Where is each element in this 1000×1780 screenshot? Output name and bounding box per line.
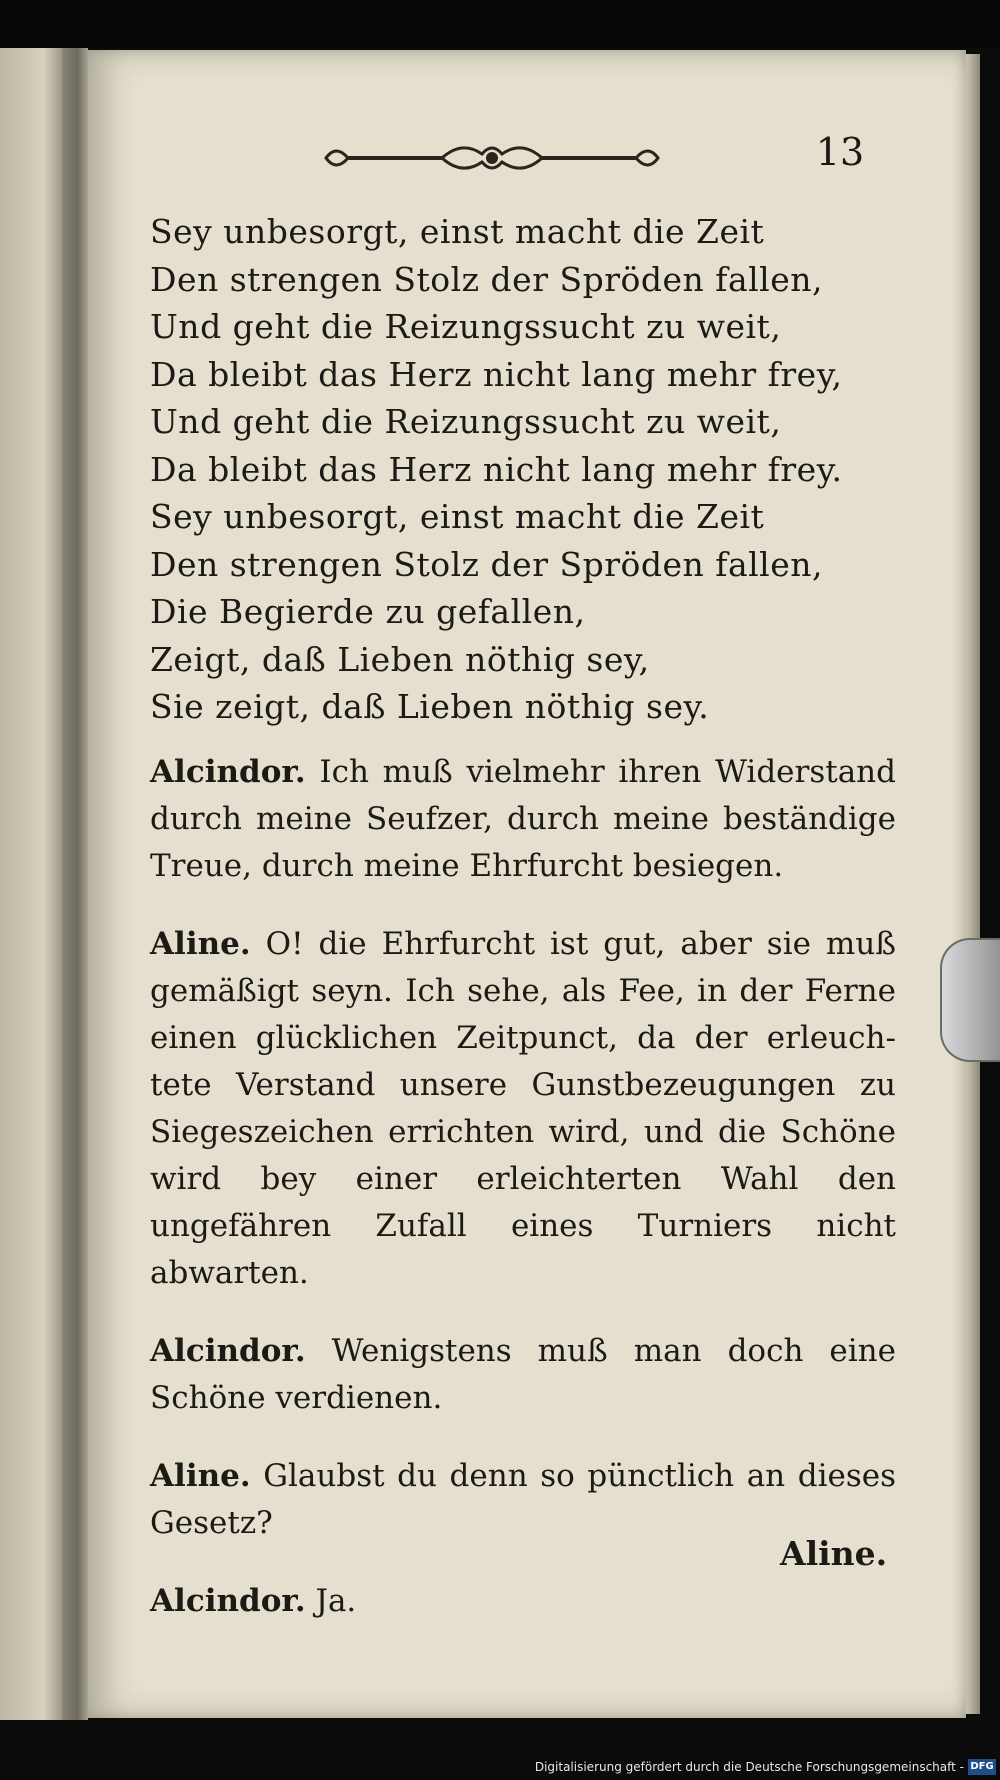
catchword: Aline.	[780, 1534, 888, 1573]
verse-line: Die Begierde zu gefallen,	[150, 592, 586, 631]
speaker-name: Alcindor.	[150, 1582, 306, 1619]
dialogue-paragraph	[150, 1453, 910, 1547]
verse-line: Zeigt, daß Lieben nöthig sey,	[150, 639, 650, 679]
verse-line: Sie zeigt, daß Lieben nöthig sey.	[150, 687, 710, 726]
dialogue-text: Glaubst du denn so pünctlich an dieses Gesetz?	[150, 1457, 896, 1541]
speaker-name: Aline.	[150, 925, 251, 962]
page-text	[150, 208, 910, 1656]
verse-line: Den strengen Stolz der Spröden fallen,	[150, 259, 824, 299]
verse-line: Da bleibt das Herz nicht lang mehr frey,	[150, 354, 843, 394]
verse-line: Und geht die Reizungssucht zu weit,	[150, 402, 782, 441]
speaker-name: Aline.	[150, 1457, 251, 1494]
footer-bar	[0, 1756, 1000, 1780]
dialogue-paragraph	[150, 749, 910, 890]
verse-line: Und geht die Reizungssucht zu weit,	[150, 307, 782, 346]
ornament-icon	[322, 136, 662, 180]
verse-line: Den strengen Stolz der Spröden fallen,	[150, 544, 824, 584]
dialogue-text: Ich muß vielmehr ihren Widerstand durch meine Seufzer, durch meine beständige Treue, durch meine Ehrfurcht besiegen.	[150, 753, 896, 884]
verse-line: Sey unbesorgt, einst macht die Zeit	[150, 497, 765, 536]
dialogue-text: O! die Ehrfurcht ist gut, aber sie muß gemäßigt seyn. Ich sehe, als Fee, in der Ferne einen glücklichen Zeitpunct, da der erleuchtete Verstand unsere Gunstbezeugungen zu Siegeszeichen errichten wird, und die Schöne wird bey einer erleichterten Wahl den ungefähren Zufall eines Turniers nicht abwarten.	[150, 925, 897, 1291]
digitization-credit: Digitalisierung gefördert durch die Deutsche Forschungsgemeinschaft -	[534, 1760, 964, 1774]
speaker-name: Alcindor.	[150, 1332, 306, 1369]
dialogue-paragraph	[150, 1328, 910, 1422]
verse-line: Sey unbesorgt, einst macht die Zeit	[150, 212, 765, 251]
previous-page-edge	[0, 48, 62, 1720]
dialogue-text: Wenigstens muß man doch eine Schöne verdienen.	[150, 1332, 896, 1416]
speaker-name: Alcindor.	[150, 753, 306, 790]
dfg-logo: DFG	[968, 1759, 996, 1775]
dialogue-paragraph	[150, 921, 910, 1297]
verse-line: Da bleibt das Herz nicht lang mehr frey.	[150, 449, 843, 489]
page-stack-edge	[966, 54, 980, 1714]
dialogue-paragraph	[150, 1578, 910, 1625]
dialogue-text: Ja.	[315, 1582, 357, 1619]
book-gutter	[62, 48, 88, 1720]
scan-background	[0, 0, 1000, 48]
verse-stanza	[150, 208, 910, 731]
page-clip	[940, 938, 1000, 1062]
page-number: 13	[815, 130, 865, 174]
